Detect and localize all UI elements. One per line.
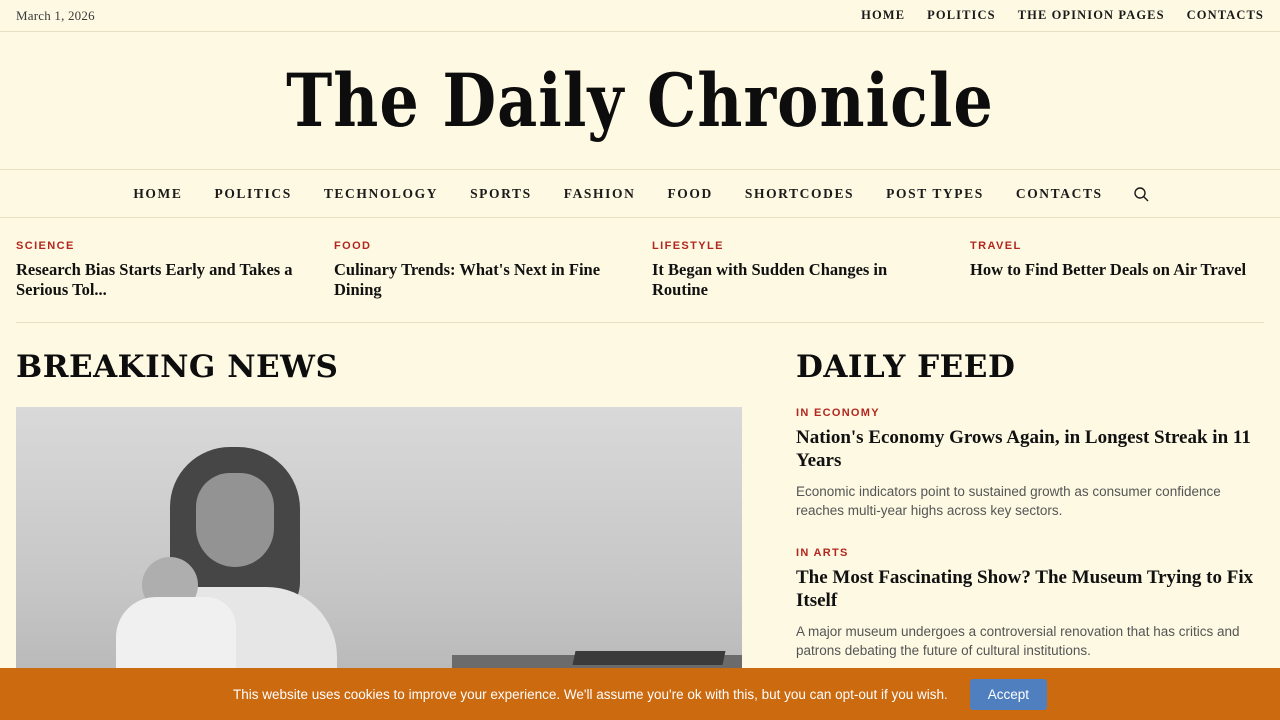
cookie-message: This website uses cookies to improve your experience. We'll assume you're ok with this, but you can opt-out if you wish. (232, 686, 948, 702)
masthead (0, 32, 1280, 170)
teaser-category: FOOD (334, 240, 372, 252)
nav-item-contacts[interactable]: CONTACTS (1015, 185, 1103, 201)
teaser-headline[interactable]: How to Find Better Deals on Air Travel (970, 260, 1247, 279)
breaking-news-section (16, 349, 742, 707)
teaser-science[interactable] (16, 240, 310, 300)
topnav-item-opinion-pages[interactable]: THE OPINION PAGES (1017, 8, 1165, 22)
topnav-item-contacts[interactable]: CONTACTS (1186, 8, 1264, 22)
content-columns (0, 323, 1280, 707)
feed-item-category[interactable]: IN ARTS (796, 546, 849, 559)
feed-item-arts[interactable] (796, 547, 1264, 661)
photo-laptop (573, 651, 726, 665)
teaser-headline[interactable]: Research Bias Starts Early and Takes a Serious Tol... (16, 260, 293, 300)
daily-feed-heading: DAILY FEED (796, 349, 1016, 386)
category-teasers (0, 218, 1280, 300)
feed-item-economy[interactable] (796, 407, 1264, 521)
nav-item-politics[interactable]: POLITICS (214, 185, 292, 201)
nav-item-sports[interactable]: SPORTS (470, 185, 532, 201)
feed-item-excerpt: A major museum undergoes a controversial renovation that has critics and patrons debating the future of cultural institutions. (796, 623, 1240, 659)
main-navigation (0, 170, 1280, 218)
teaser-food[interactable] (334, 240, 628, 300)
teaser-category: SCIENCE (16, 240, 75, 252)
nav-item-home[interactable]: HOME (133, 185, 183, 201)
breaking-news-heading: BREAKING NEWS (16, 349, 339, 386)
teaser-category: LIFESTYLE (652, 240, 724, 252)
topnav-item-home[interactable]: HOME (861, 8, 906, 22)
teaser-category: TRAVEL (970, 240, 1022, 252)
teaser-headline[interactable]: It Began with Sudden Changes in Routine (652, 260, 888, 300)
nav-item-technology[interactable]: TECHNOLOGY (323, 185, 439, 201)
nav-item-food[interactable]: FOOD (667, 185, 713, 201)
top-utility-bar (0, 0, 1280, 32)
topnav-item-politics[interactable]: POLITICS (927, 8, 996, 22)
nav-item-post-types[interactable]: POST TYPES (886, 185, 984, 201)
cookie-accept-button[interactable]: Accept (970, 679, 1047, 710)
top-navigation (861, 8, 1264, 23)
teaser-headline[interactable]: Culinary Trends: What's Next in Fine Dining (334, 260, 601, 300)
daily-feed-section (796, 349, 1264, 707)
feed-item-title[interactable]: The Most Fascinating Show? The Museum Trying to Fix Itself (796, 566, 1254, 611)
search-icon (1133, 186, 1149, 202)
search-button[interactable] (1119, 186, 1163, 202)
teaser-travel[interactable] (970, 240, 1264, 300)
current-date: March 1, 2026 (16, 7, 95, 23)
feed-item-title[interactable]: Nation's Economy Grows Again, in Longest Streak in 11 Years (796, 427, 1251, 472)
site-title[interactable]: The Daily Chronicle (286, 56, 994, 143)
photo-figure (112, 437, 352, 707)
cookie-consent-bar (0, 668, 1280, 720)
feed-item-category[interactable]: IN ECONOMY (796, 407, 880, 420)
breaking-news-lead-image[interactable] (16, 407, 742, 707)
teaser-lifestyle[interactable] (652, 240, 946, 300)
feed-item-excerpt: Economic indicators point to sustained growth as consumer confidence reaches multi-year highs across key sectors. (796, 483, 1221, 519)
photo-face (196, 473, 274, 567)
nav-item-shortcodes[interactable]: SHORTCODES (744, 185, 855, 201)
nav-item-fashion[interactable]: FASHION (563, 185, 636, 201)
